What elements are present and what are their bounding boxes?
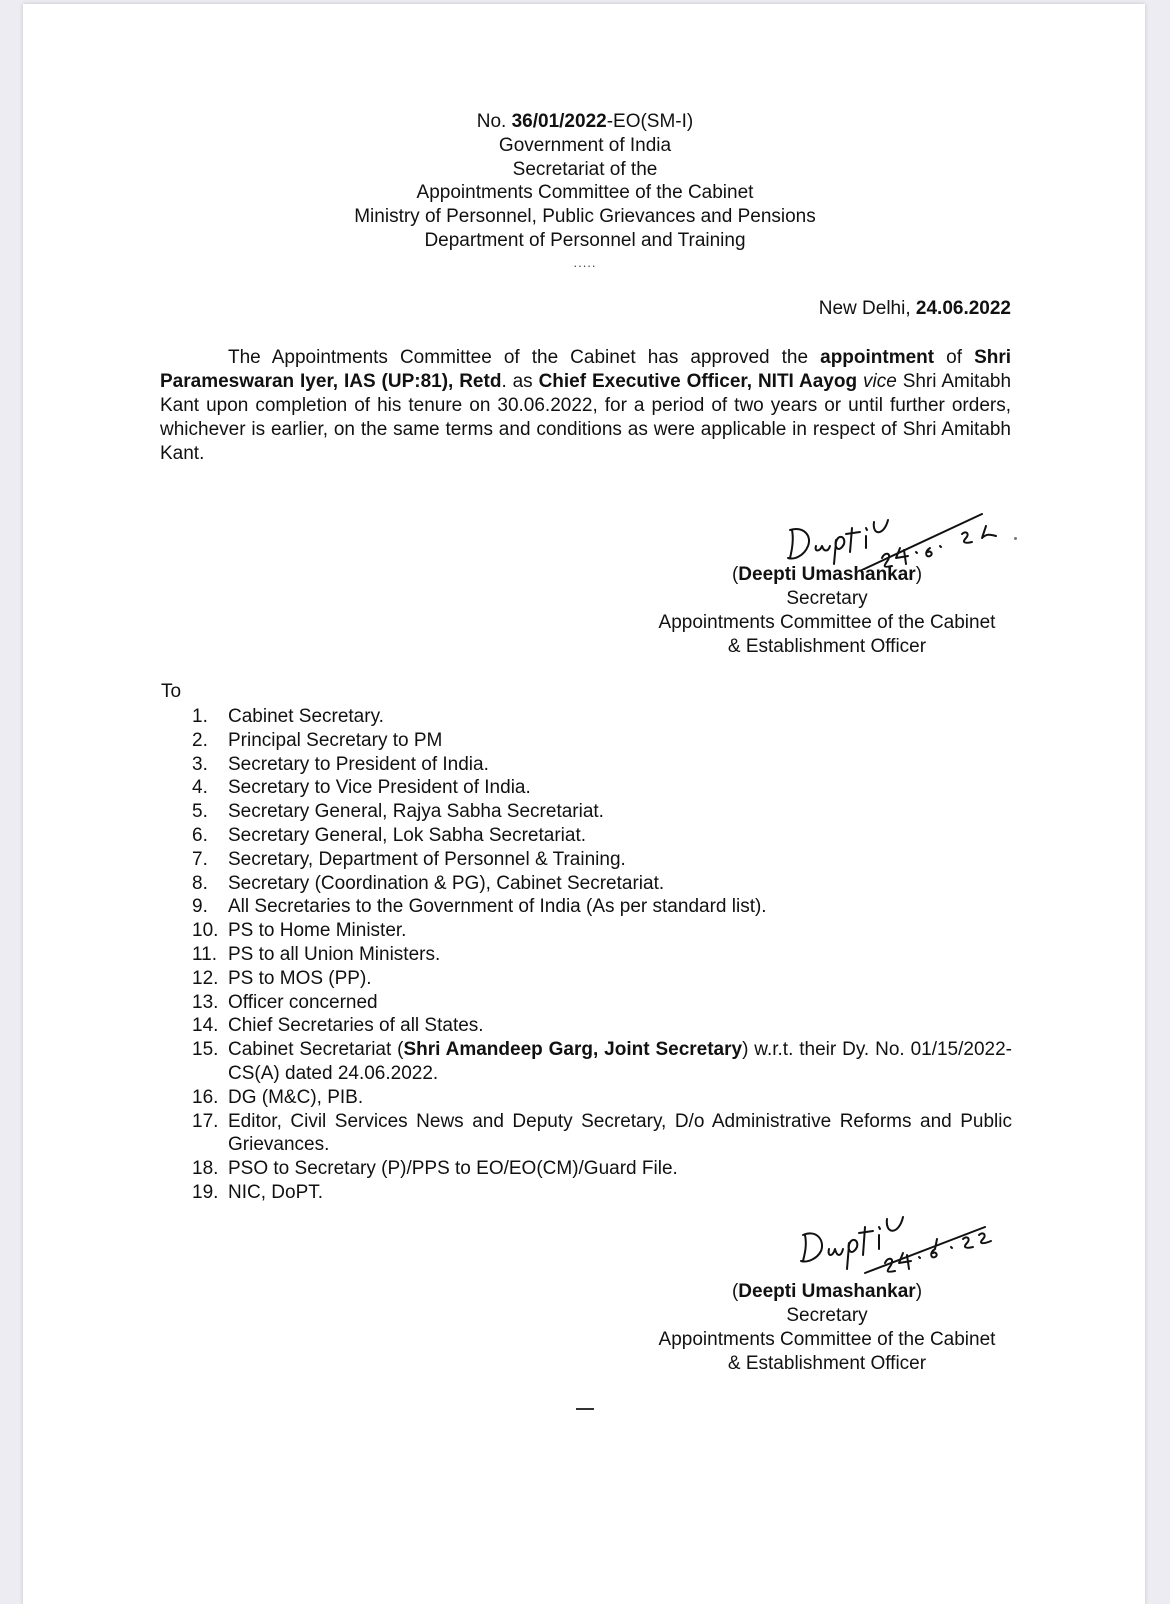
header-line-department: Department of Personnel and Training (424, 229, 746, 251)
item-text: Cabinet Secretariat (Shri Amandeep Garg, Joint Secretary) w.r.t. their Dy. No. 01/15/2022-CS(A) dated 24.06.2022. (228, 1039, 1012, 1084)
distribution-item (192, 1181, 1012, 1205)
item-text: PS to Home Minister. (228, 920, 407, 942)
item-text: DG (M&C), PIB. (228, 1086, 364, 1108)
distribution-item (192, 824, 1012, 848)
item-number: 1. (192, 706, 208, 727)
distribution-item (192, 753, 1012, 777)
distribution-item (192, 776, 1012, 800)
end-mark (576, 1408, 594, 1410)
scan-speck (1014, 537, 1017, 540)
to-label: To (161, 681, 182, 702)
handwritten-signature-2 (795, 1205, 1015, 1280)
header-separator: ..... (573, 254, 597, 270)
item-text: Officer concerned (228, 991, 378, 1013)
distribution-item (192, 1038, 1012, 1086)
item-text: Chief Secretaries of all States. (228, 1015, 484, 1037)
item-number: 7. (192, 848, 208, 870)
signatory-org-line2: & Establishment Officer (727, 636, 927, 657)
signatory-name: (Deepti Umashankar) (731, 1281, 923, 1302)
item-number: 10. (192, 920, 219, 942)
item-number: 14. (192, 1015, 219, 1037)
distribution-item (192, 1157, 1012, 1181)
distribution-item (192, 872, 1012, 896)
distribution-item (192, 1110, 1012, 1158)
distribution-item (192, 729, 1012, 753)
header-line-government: Government of India (498, 134, 672, 156)
distribution-item (192, 705, 1012, 729)
distribution-item (192, 800, 1012, 824)
signatory-name: (Deepti Umashankar) (731, 564, 923, 585)
item-text: All Secretaries to the Government of India (As per standard list). (228, 896, 767, 918)
signatory-title: Secretary (786, 588, 868, 609)
item-number: 12. (192, 967, 219, 989)
distribution-list (192, 705, 1012, 1205)
item-text: Principal Secretary to PM (228, 729, 443, 751)
item-number: 8. (192, 872, 208, 894)
item-text: Secretary (Coordination & PG), Cabinet Secretariat. (228, 872, 665, 894)
distribution-item (192, 1014, 1012, 1038)
item-number: 4. (192, 777, 208, 799)
item-text: Secretary, Department of Personnel & Training. (228, 848, 626, 870)
item-number: 5. (192, 801, 208, 823)
item-text: PS to MOS (PP). (228, 967, 372, 989)
distribution-item (192, 1086, 1012, 1110)
item-text: NIC, DoPT. (228, 1181, 324, 1203)
signatory-title: Secretary (786, 1305, 868, 1326)
item-text: Secretary General, Lok Sabha Secretariat. (228, 824, 587, 846)
handwritten-signature-1 (780, 500, 1020, 570)
distribution-item (192, 895, 1012, 919)
distribution-item (192, 919, 1012, 943)
signatory-org-line1: Appointments Committee of the Cabinet (658, 1329, 996, 1350)
item-text: Secretary General, Rajya Sabha Secretariat. (228, 801, 604, 823)
distribution-item (192, 848, 1012, 872)
item-number: 15. (192, 1039, 219, 1061)
reference-number: No. 36/01/2022-EO(SM-I) (476, 111, 694, 132)
header-line-ministry: Ministry of Personnel, Public Grievances and Pensions (354, 206, 816, 228)
signatory-block-1 (640, 563, 1014, 659)
item-text: PSO to Secretary (P)/PPS to EO/EO(CM)/Guard File. (228, 1158, 678, 1180)
signatory-org-line2: & Establishment Officer (727, 1353, 927, 1374)
distribution-item (192, 943, 1012, 967)
item-text: Cabinet Secretary. (228, 706, 384, 727)
order-paragraph: The Appointments Committee of the Cabinet has approved the appointment of Shri Parameswaran Iyer, IAS (UP:81), Retd. as Chief Executive Officer, NITI Aayog vice Shri Amitabh Kant upon completion of his tenure on 30.06.2022, for a period of two years or until further orders, whichever is earlier, on the same terms and conditions as were applicable in respect of Shri Amitabh Kant. (160, 347, 1012, 464)
distribution-item (192, 991, 1012, 1015)
item-text: Secretary to President of India. (228, 753, 489, 775)
document-header (0, 110, 1170, 271)
signatory-block-2 (640, 1280, 1014, 1376)
item-number: 9. (192, 896, 208, 918)
item-number: 13. (192, 991, 219, 1013)
item-text: Secretary to Vice President of India. (228, 777, 531, 799)
item-number: 18. (192, 1158, 219, 1180)
header-line-secretariat: Secretariat of the (512, 158, 658, 180)
header-line-committee: Appointments Committee of the Cabinet (416, 182, 754, 204)
signatory-org-line1: Appointments Committee of the Cabinet (658, 612, 996, 633)
item-number: 11. (192, 943, 218, 965)
item-number: 2. (192, 729, 208, 751)
item-number: 19. (192, 1181, 219, 1203)
item-text: Editor, Civil Services News and Deputy Secretary, D/o Administrative Reforms and Public Grievances. (228, 1110, 1012, 1156)
item-number: 3. (192, 753, 208, 775)
item-text: PS to all Union Ministers. (228, 943, 441, 965)
distribution-item (192, 967, 1012, 991)
document-date: New Delhi, 24.06.2022 (818, 298, 1011, 319)
item-number: 6. (192, 824, 208, 846)
item-number: 17. (192, 1110, 219, 1132)
item-number: 16. (192, 1086, 219, 1108)
